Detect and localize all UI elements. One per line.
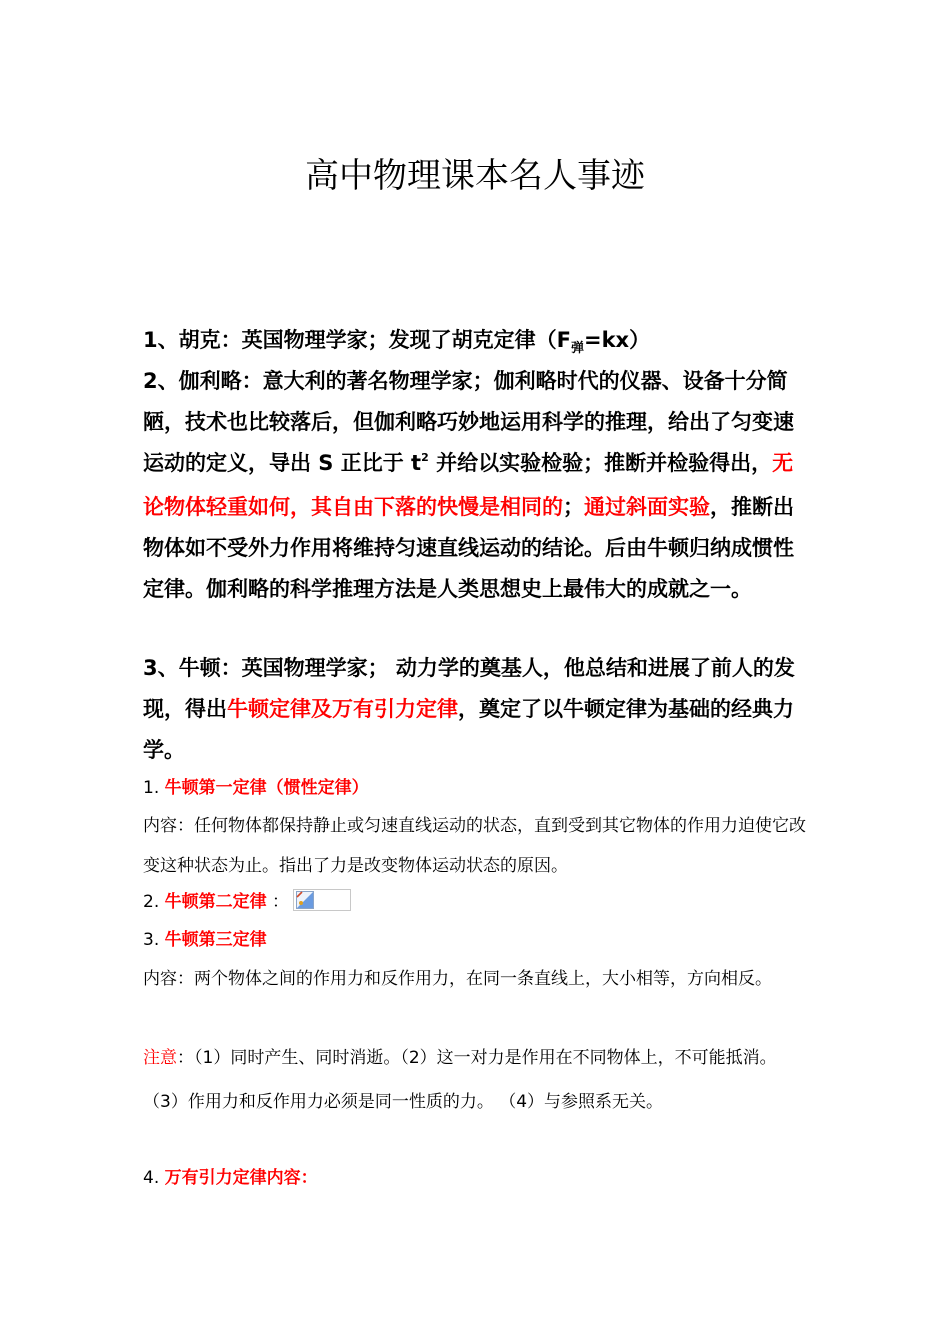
law1-content: 内容：任何物体都保持静止或匀速直线运动的状态，直到受到其它物体的作用力迫使它改变这种状态为止。指出了力是改变物体运动状态的原因。 <box>143 816 806 876</box>
galileo-text-2: 并给以实验检验；推断并检验得出， <box>428 451 773 475</box>
galileo-highlight-free-fall: 无论物体轻重如何，其自由下落的快慢是相同的 <box>143 451 794 519</box>
law2-formula-image <box>293 889 351 911</box>
hooke-formula-tail: =kx） <box>583 328 651 352</box>
law4-title: 万有引力定律内容： <box>164 1168 318 1188</box>
hooke-paragraph <box>143 320 813 364</box>
broken-image-icon <box>296 891 314 909</box>
law1-title: 牛顿第一定律（惯性定律） <box>164 778 369 798</box>
law1-number: 1. <box>143 778 165 798</box>
galileo-superscript: 2 <box>421 451 429 464</box>
law3-title: 牛顿第三定律 <box>164 930 267 950</box>
law3-note <box>143 1036 818 1124</box>
newton-text-2: ，奠定了以牛顿定律为基础的经典力学。 <box>143 697 794 762</box>
galileo-highlight-incline: 通过斜面实验 <box>584 495 710 519</box>
hooke-subscript: 弹 <box>570 341 584 356</box>
newton-text-1: 3、牛顿：英国物理学家； 动力学的奠基人，他总结和进展了前人的发现，得出 <box>143 656 795 721</box>
galileo-paragraph <box>143 361 813 610</box>
page-title: 高中物理课本名人事迹 <box>305 156 645 196</box>
newton-paragraph <box>143 648 813 771</box>
galileo-text-4: ，推断出物体如不受外力作用将维持匀速直线运动的结论。后由牛顿归纳成惯性定律。伽利略的科学推理方法是人类思想史上最伟大的成就之一。 <box>143 495 794 601</box>
hooke-text: 1、胡克：英国物理学家；发现了胡克定律（F <box>143 328 571 352</box>
law2-title: 牛顿第二定律 <box>164 892 267 912</box>
newton-highlight-laws: 牛顿定律及万有引力定律 <box>227 697 458 721</box>
law3-note-text: ：（1）同时产生、同时消逝。（2）这一对力是作用在不同物体上，不可能抵消。 （3）作用力和反作用力必须是同一性质的力。 （4）与参照系无关。 <box>143 1048 777 1112</box>
law3-note-label: 注意 <box>143 1048 177 1068</box>
galileo-text-3: ； <box>563 495 584 519</box>
law2-number: 2. <box>143 892 165 912</box>
galileo-text-1: 2、伽利略：意大利的著名物理学家；伽利略时代的仪器、设备十分简陋，技术也比较落后，但伽利略巧妙地运用科学的推理，给出了匀变速运动的定义，导出 S 正比于 t <box>143 369 794 475</box>
law1-heading <box>143 768 818 809</box>
law3-content: 内容：两个物体之间的作用力和反作用力，在同一条直线上，大小相等，方向相反。 <box>143 969 772 989</box>
law3-number: 3. <box>143 930 165 950</box>
law2-heading <box>143 882 818 923</box>
law2-colon: ： <box>266 892 290 912</box>
law4-heading <box>143 1158 818 1199</box>
law3-heading <box>143 920 818 961</box>
law4-number: 4. <box>143 1168 165 1188</box>
